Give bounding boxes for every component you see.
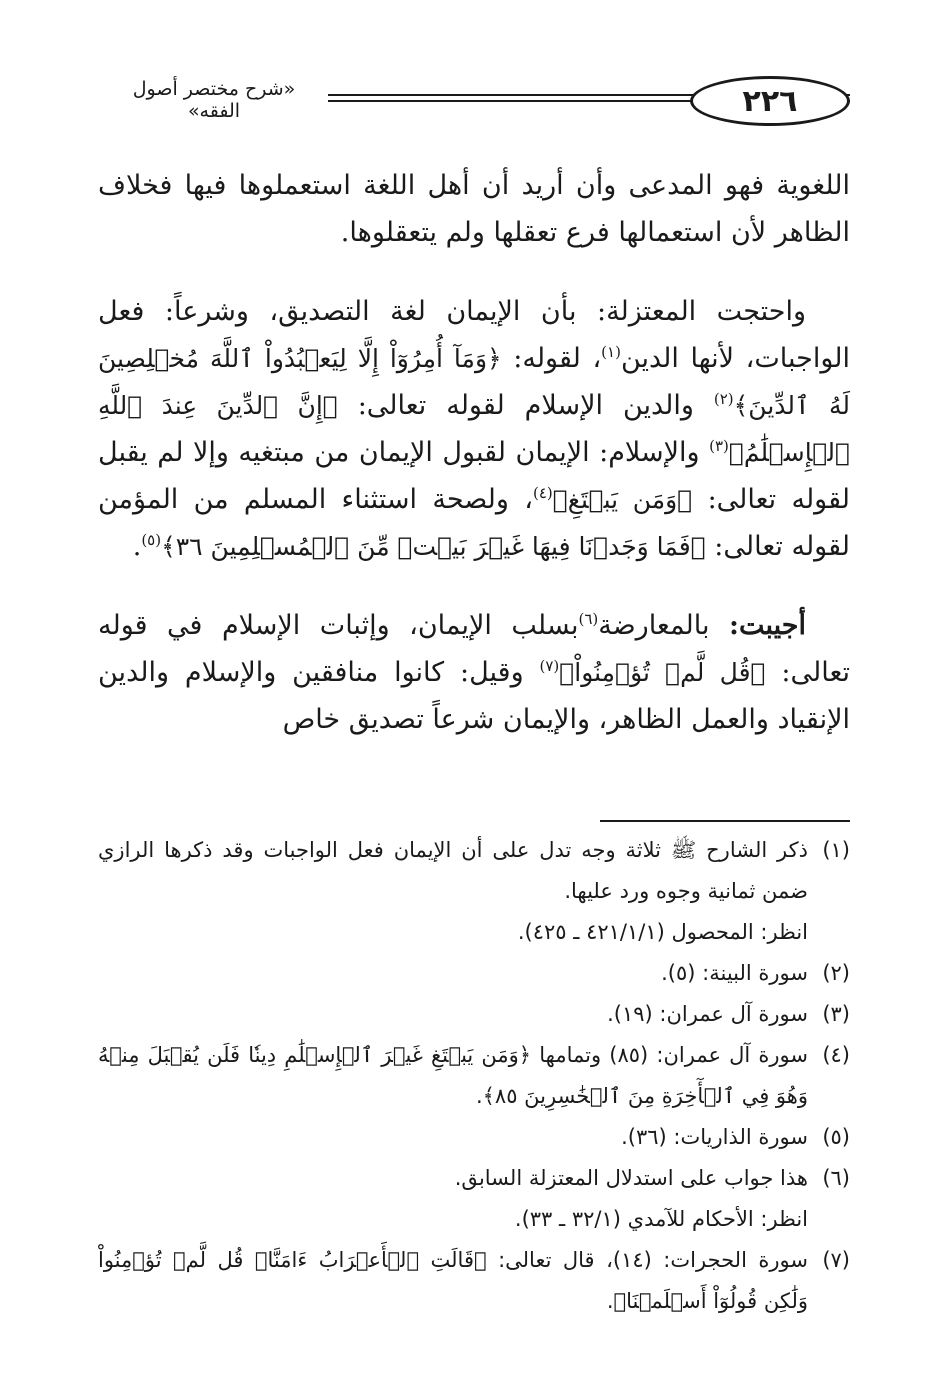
footnote-text: هذا جواب على استدلال المعتزلة السابق.	[454, 1166, 808, 1190]
quran-verse-3: ﴿وَمَن يَبۡتَغِ﴾	[552, 485, 693, 514]
page-header	[100, 70, 850, 140]
footnote-6-reference: انظر: الأحكام للآمدي (٣٢/١ ـ ٣٣).	[514, 1207, 808, 1231]
footnote-number: (٧)	[822, 1248, 850, 1272]
answer-lead: أجيبت:	[729, 610, 806, 641]
quran-verse-1: ﴿وَمَآ أُمِرُوٓاْ إِلَّا لِيَعۡبُدُواْ ٱللَّهَ مُخۡلِصِينَ لَهُ ٱلدِّينَ﴾	[98, 344, 850, 420]
p2-text-e: ، ولصحة استثناء المسلم من المؤمن لقوله تعالى:	[98, 484, 850, 562]
footnote-text: سورة الذاريات: (٣٦).	[621, 1125, 808, 1149]
footnote-number: (٢)	[822, 961, 850, 985]
footnote-ref-7[interactable]: (٧)	[539, 657, 560, 675]
footnote-text: سورة البينة: (٥).	[661, 961, 808, 985]
paragraph-1-text: اللغوية فهو المدعى وأن أريد أن أهل اللغة استعملوها فيها فخلاف الظاهر لأن استعمالها فرع تعقلها ولم يتعقلوها.	[98, 170, 850, 248]
p3-text-c: وقيل: كانوا منافقين والإسلام والدين الإنقياد والعمل الظاهر، والإيمان شرعاً تصديق خاص	[98, 657, 850, 735]
footnote-text: ذكر الشارح ﷺ ثلاثة وجه تدل على أن الإيمان فعل الواجبات وقد ذكرها الرازي ضمن ثمانية وجوه ورد عليها.	[98, 838, 808, 903]
p2-text-c: والدين الإسلام لقوله تعالى:	[337, 390, 714, 421]
footnote-ref-3[interactable]: (٣)	[709, 437, 729, 455]
footnote-number: (١)	[822, 838, 850, 862]
quran-verse-4: ﴿فَمَا وَجَدۡنَا فِيهَا غَيۡرَ بَيۡتٖ مِّنَ ٱلۡمُسۡلِمِينَ ٣٦﴾	[161, 532, 706, 561]
footnote-ref-2[interactable]: (٢)	[713, 390, 734, 408]
p2-text-a: واحتجت المعتزلة: بأن الإيمان لغة التصديق، وشرعاً: فعل الواجبات، لأنها الدين	[98, 296, 851, 374]
footnote-6	[98, 1158, 850, 1199]
p2-text-b: ، لقوله:	[501, 343, 602, 374]
footnote-1	[98, 830, 850, 912]
footnote-5	[98, 1117, 850, 1158]
quran-verse-5: ﴿قُل لَّمۡ تُؤۡمِنُواْ﴾	[559, 658, 766, 687]
footnote-text: سورة الحجرات: (١٤)، قال تعالى: ﴿قَالَتِ ٱلۡأَعۡرَابُ ءَامَنَّاۖ قُل لَّمۡ تُؤۡمِنُواْ وَلَٰكِن قُولُوٓاْ أَسۡلَمۡنَا﴾.	[98, 1248, 808, 1313]
paragraph-2	[98, 288, 850, 570]
page-number-badge	[690, 76, 850, 126]
footnote-number: (٣)	[822, 1002, 850, 1026]
p2-text-d: والإسلام: الإيمان لقبول الإيمان من مبتغيه وإلا لم يقبل لقوله تعالى:	[98, 437, 850, 515]
footnotes	[98, 830, 850, 1322]
footnote-1-reference: انظر: المحصول (٤٢١/١/١ ـ ٤٢٥).	[517, 920, 808, 944]
paragraph-1	[98, 162, 850, 256]
footnote-ref-5[interactable]: (٥)	[141, 531, 162, 549]
footnote-7	[98, 1240, 850, 1322]
quran-verse-2: ﴿إِنَّ ٱلدِّينَ عِندَ ٱللَّهِ ٱلۡإِسۡلَٰمُ﴾	[98, 391, 850, 467]
footnote-separator	[600, 820, 850, 822]
p2-text-f: .	[132, 531, 142, 562]
footnote-text: سورة آل عمران: (٨٥) وتمامها ﴿وَمَن يَبۡتَغِ غَيۡرَ ٱلۡإِسۡلَٰمِ دِينٗا فَلَن يُقۡبَلَ مِنۡهُ وَهُوَ فِي ٱلۡأٓخِرَةِ مِنَ ٱلۡخَٰسِرِينَ ٨٥﴾.	[98, 1043, 808, 1108]
footnote-number: (٤)	[822, 1043, 850, 1067]
p3-text-b: بسلب الإيمان، وإثبات الإسلام في قوله تعالى:	[98, 610, 851, 688]
running-title: «شرح مختصر أصول الفقه»	[100, 78, 328, 122]
footnote-ref-1[interactable]: (١)	[601, 343, 621, 361]
main-text	[98, 162, 850, 775]
footnote-ref-6[interactable]: (٦)	[578, 610, 599, 628]
footnote-4	[98, 1035, 850, 1117]
footnote-ref-4[interactable]: (٤)	[532, 484, 553, 502]
footnote-2	[98, 953, 850, 994]
paragraph-3	[98, 602, 850, 743]
p3-text-a: بالمعارضة	[598, 610, 730, 641]
footnote-3	[98, 994, 850, 1035]
footnote-number: (٥)	[822, 1125, 850, 1149]
page-number: ٢٢٦	[742, 83, 798, 119]
footnote-text: سورة آل عمران: (١٩).	[607, 1002, 808, 1026]
footnote-number: (٦)	[822, 1166, 850, 1190]
